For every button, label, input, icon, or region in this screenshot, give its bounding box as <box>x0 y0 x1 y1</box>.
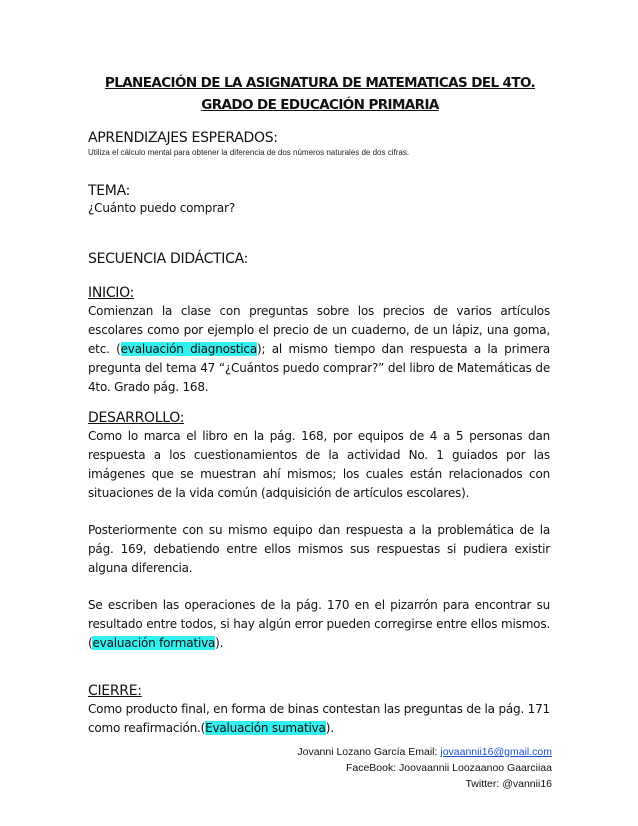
desarrollo-paragraph-2: Posteriormente con su mismo equipo dan respuesta a la problemática de la pág. 169, debatiendo entre ellos mismos sus respuestas si pudiera existir alguna diferencia. <box>88 523 550 575</box>
desarrollo-heading: DESARROLLO: <box>88 410 185 426</box>
document-title <box>90 72 550 116</box>
cierre-paragraph <box>88 700 550 738</box>
cierre-text-2: ). <box>325 721 334 735</box>
section-aprendizajes <box>88 129 550 158</box>
title-line-1: PLANEACIÓN DE LA ASIGNATURA DE MATEMATICAS DEL 4TO. <box>104 75 536 91</box>
secuencia-heading: SECUENCIA DIDÁCTICA: <box>88 251 249 267</box>
footer-facebook: FaceBook: Joovaannii Loozaanoo Gaarciiaa <box>345 762 552 774</box>
inicio-heading: INICIO: <box>88 285 135 301</box>
cierre-text-1: Como producto final, en forma de binas contestan las preguntas de la pág. 171 como reafirmación.( <box>88 702 550 735</box>
aprendizajes-heading: APRENDIZAJES ESPERADOS: <box>88 130 278 146</box>
desarrollo-text-3a: Se escriben las operaciones de la pág. 170 en el pizarrón para encontrar su resultado entre todos, si hay algún error pueden corregirse entre ellos mismos. ( <box>88 598 550 650</box>
cierre-heading: CIERRE: <box>88 683 142 699</box>
desarrollo-text-3b: ). <box>215 636 224 650</box>
desarrollo-paragraph-1: Como lo marca el libro en la pág. 168, por equipos de 4 a 5 personas dan respuesta a los cuestionamientos de la actividad No. 1 guiados por las imágenes que se muestran ahí mismos; los cuales están relacionados con situaciones de la vida común (adquisición de artículos escolares). <box>88 429 550 500</box>
section-secuencia <box>88 250 550 268</box>
evaluacion-sumativa-highlight: Evaluación sumativa <box>205 721 326 735</box>
section-cierre <box>88 682 550 738</box>
footer-line-1 <box>297 744 552 760</box>
title-line-2: GRADO DE EDUCACIÓN PRIMARIA <box>201 97 439 113</box>
evaluacion-formativa-highlight: evaluación formativa <box>92 636 216 650</box>
footer-author: Jovanni Lozano García Email: <box>297 746 441 758</box>
aprendizajes-text: Utiliza el cálculo mental para obtener la diferencia de dos números naturales de dos cifras. <box>88 148 410 157</box>
footer-twitter: Twitter: @vannii16 <box>465 778 552 790</box>
inicio-text-1: Comienzan la clase con preguntas sobre los precios de varios artículos escolares como por ejemplo el precio de un cuaderno, de un lápiz, una goma, etc. ( <box>88 304 550 356</box>
desarrollo-paragraph-3 <box>88 596 550 653</box>
section-inicio <box>88 284 550 397</box>
inicio-paragraph <box>88 302 550 397</box>
inicio-text-2: ); al mismo tiempo dan respuesta a la primera pregunta del tema 47 “¿Cuántos puedo comprar?” del libro de Matemáticas de 4to. Grado pág. 168. <box>88 342 550 394</box>
evaluacion-diagnostica-highlight: evaluación diagnostica <box>120 342 257 356</box>
section-desarrollo <box>88 409 550 653</box>
tema-text: ¿Cuánto puedo comprar? <box>88 201 235 215</box>
tema-heading: TEMA: <box>88 183 131 199</box>
email-link[interactable]: jovaannii16@gmail.com <box>440 746 552 758</box>
section-tema <box>88 182 550 217</box>
footer <box>297 744 552 792</box>
